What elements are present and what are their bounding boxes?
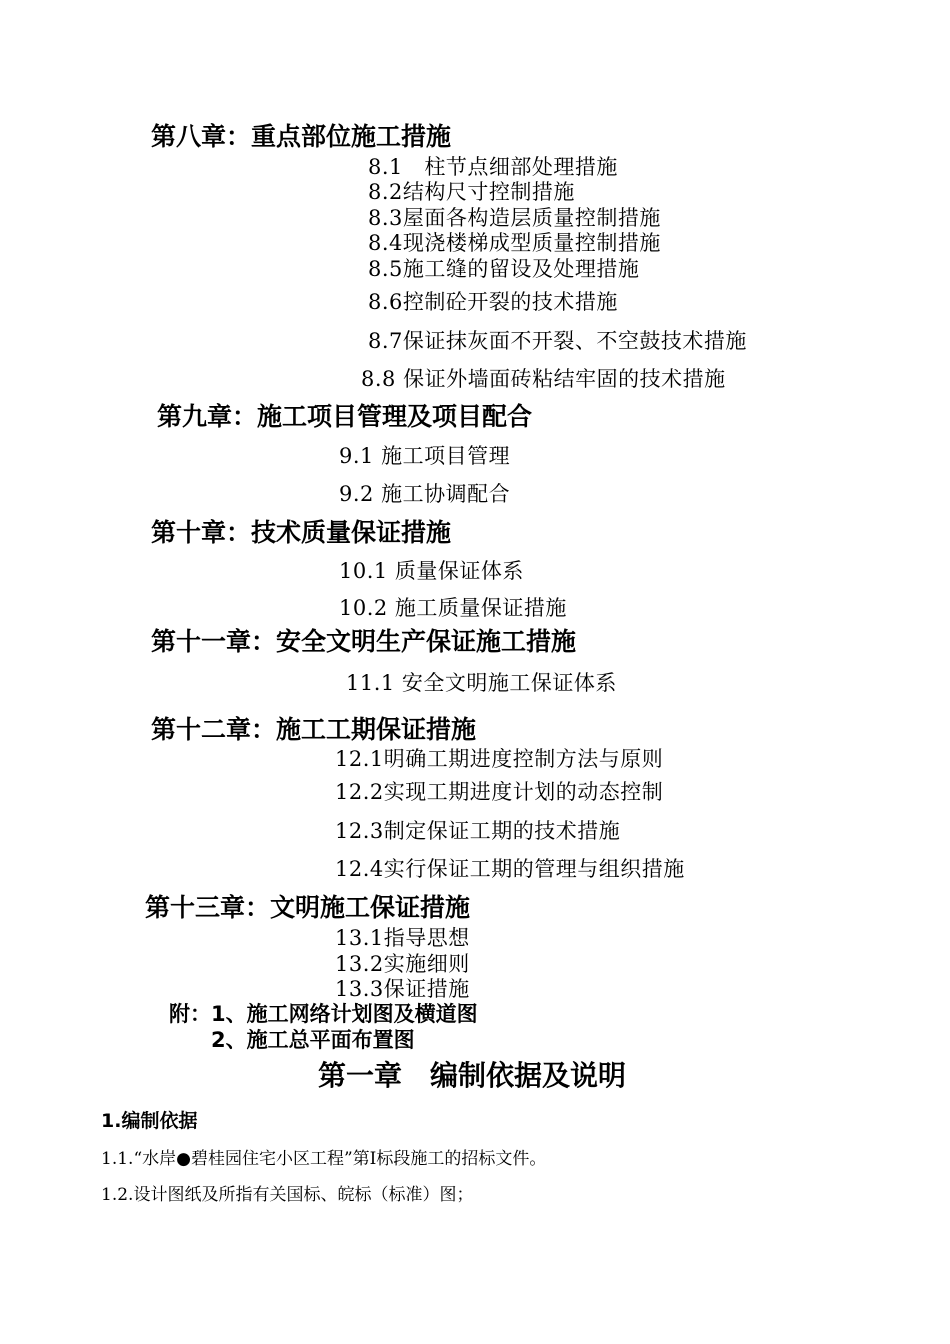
toc-item-12-1: 12.1明确工期进度控制方法与原则 — [335, 747, 664, 771]
toc-item-12-3: 12.3制定保证工期的技术措施 — [335, 819, 621, 843]
paragraph-1-2: 1.2.设计图纸及所指有关国标、皖标（标准）图； — [101, 1185, 474, 1205]
toc-item-8-6: 8.6控制砼开裂的技术措施 — [368, 290, 618, 314]
toc-chapter-12-title: 第十二章：施工工期保证措施 — [151, 715, 477, 744]
toc-item-8-4: 8.4现浇楼梯成型质量控制措施 — [368, 231, 661, 255]
toc-item-12-4: 12.4实行保证工期的管理与组织措施 — [335, 857, 685, 881]
toc-item-9-1: 9.1 施工项目管理 — [339, 444, 511, 468]
toc-chapter-10-title: 第十章：技术质量保证措施 — [151, 518, 452, 547]
toc-item-9-2: 9.2 施工协调配合 — [339, 482, 511, 506]
toc-item-10-2: 10.2 施工质量保证措施 — [339, 596, 567, 620]
toc-chapter-11-title: 第十一章：安全文明生产保证施工措施 — [151, 627, 577, 656]
toc-item-8-1: 8.1 柱节点细部处理措施 — [368, 155, 618, 179]
toc-item-13-2: 13.2实施细则 — [335, 952, 470, 976]
toc-item-8-8: 8.8 保证外墙面砖粘结牢固的技术措施 — [361, 367, 726, 391]
toc-item-8-7: 8.7保证抹灰面不开裂、不空鼓技术措施 — [368, 329, 747, 353]
toc-item-11-1: 11.1 安全文明施工保证体系 — [346, 671, 617, 695]
toc-item-12-2: 12.2实现工期进度计划的动态控制 — [335, 780, 664, 804]
toc-appendix-line-2: 2、施工总平面布置图 — [211, 1028, 415, 1052]
toc-item-8-3: 8.3屋面各构造层质量控制措施 — [368, 206, 661, 230]
toc-item-8-2: 8.2结构尺寸控制措施 — [368, 180, 575, 204]
toc-item-13-3: 13.3保证措施 — [335, 977, 470, 1001]
toc-chapter-13-title: 第十三章：文明施工保证措施 — [145, 893, 471, 922]
toc-item-10-1: 10.1 质量保证体系 — [339, 559, 524, 583]
toc-chapter-9-title: 第九章：施工项目管理及项目配合 — [157, 402, 533, 431]
toc-appendix-line-1: 附：1、施工网络计划图及横道图 — [169, 1002, 478, 1026]
toc-chapter-8-title: 第八章：重点部位施工措施 — [151, 122, 452, 151]
toc-item-8-5: 8.5施工缝的留设及处理措施 — [368, 257, 640, 281]
section-1-title: 1.编制依据 — [101, 1110, 198, 1132]
paragraph-1-1: 1.1.“水岸●碧桂园住宅小区工程”第Ⅰ标段施工的招标文件。 — [101, 1149, 547, 1169]
toc-item-13-1: 13.1指导思想 — [335, 926, 470, 950]
chapter-1-title: 第一章 编制依据及说明 — [318, 1059, 627, 1092]
